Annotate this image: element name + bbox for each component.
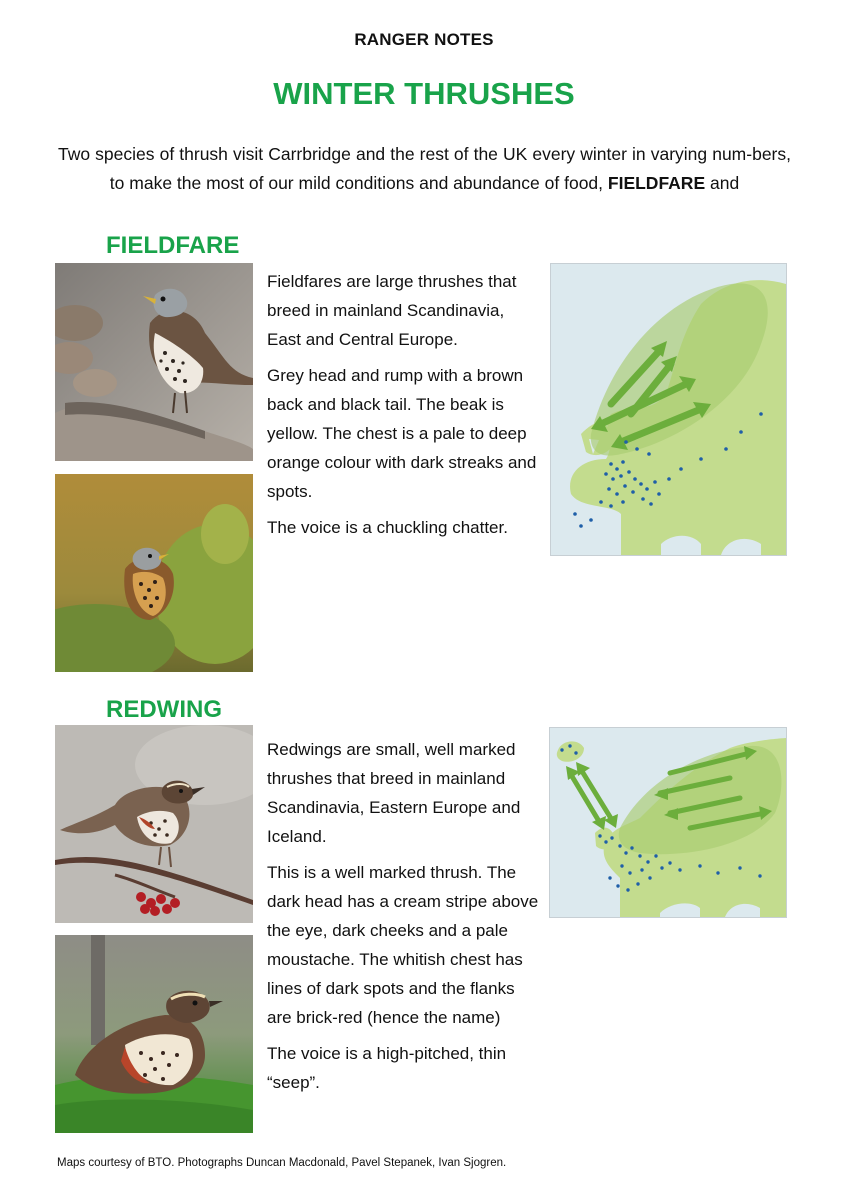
redwing-paragraph-2: This is a well marked thrush. The dark head has a cream stripe above the eye, dark cheeks and a pale moustache. The whitish chest has lines of dark spots and the flanks are brick-red (hence the name) [267,863,539,1027]
credits-footer: Maps courtesy of BTO. Photographs Duncan Macdonald, Pavel Stepanek, Ivan Sjogren. [57,1157,507,1169]
page-header: RANGER NOTES [354,30,494,49]
redwing-description [267,735,541,1104]
redwing-map [549,727,787,918]
intro-bold: FIELDFARE [607,173,706,193]
fieldfare-paragraph-2: Grey head and rump with a brown back and black tail. The beak is yellow. The chest is a pale to deep orange colour with dark streaks and spots. [267,366,537,501]
fieldfare-photo-1 [55,263,253,461]
intro-text: Two species of thrush visit Carrbridge and the rest of the UK every winter in varying num-bers, to make the most of our mild conditions and abundance of food, [58,144,791,193]
page-title: WINTER THRUSHES [273,76,575,111]
redwing-paragraph-1: Redwings are small, well marked thrushes that breed in mainland Scandinavia, Eastern Europe and Iceland. [267,740,521,846]
redwing-photo-2 [55,935,253,1133]
fieldfare-paragraph-1: Fieldfares are large thrushes that breed in mainland Scandinavia, East and Central Europe. [267,272,517,349]
redwing-paragraph-3: The voice is a high-pitched, thin “seep”. [267,1044,507,1092]
fieldfare-paragraph-3: The voice is a chuckling chatter. [267,518,508,537]
intro-paragraph [58,140,791,198]
fieldfare-photo-2 [55,474,253,672]
fieldfare-map [550,263,787,556]
redwing-heading: REDWING [106,696,222,723]
fieldfare-description [267,267,541,549]
redwing-photo-1 [55,725,253,923]
intro-end: and [705,173,740,193]
fieldfare-heading: FIELDFARE [106,232,240,259]
